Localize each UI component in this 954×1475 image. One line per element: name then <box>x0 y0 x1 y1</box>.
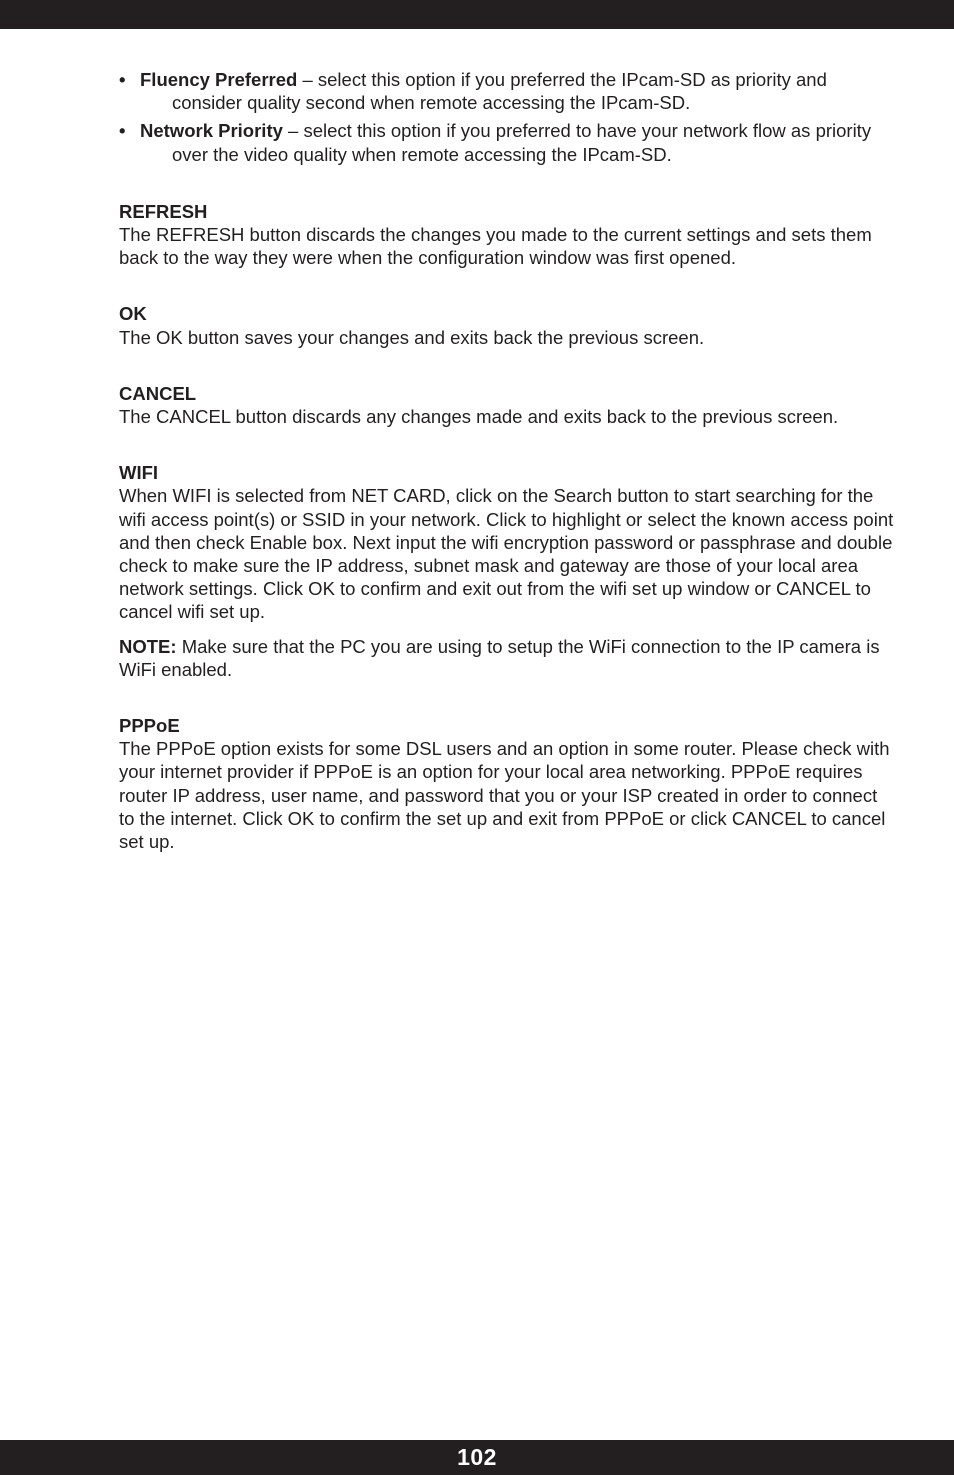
footer-bar <box>0 1440 954 1475</box>
section-refresh <box>119 200 894 270</box>
section-body: When WIFI is selected from NET CARD, click on the Search button to start searching for the wifi access point(s) or SSID in your network. Click to highlight or select the known access point and then check Enable box. Next input the wifi encryption password or passphrase and double check to make sure the IP address, subnet mask and gateway are those of your local area network settings. Click OK to confirm and exit out from the wifi set up window or CANCEL to cancel wifi set up. <box>119 485 894 623</box>
note-text: Make sure that the PC you are using to setup the WiFi connection to the IP camera is WiFi enabled. <box>119 635 880 680</box>
section-body: The PPPoE option exists for some DSL users and an option in some router. Please check with your internet provider if PPPoE is an option for your local area networking. PPPoE requires router IP address, user name, and password that you or your ISP created in order to connect to the internet. Click OK to confirm the set up and exit from PPPoE or click CANCEL to cancel set up. <box>119 738 890 853</box>
section-cancel <box>119 382 894 428</box>
top-bar <box>0 0 954 29</box>
section-ok <box>119 302 894 348</box>
section-heading: CANCEL <box>119 382 197 404</box>
bullet-text: – select this option if you preferred the IPcam-SD as priority and consider quality second when remote accessing the IPcam-SD. <box>172 69 827 114</box>
section-wifi <box>119 461 894 681</box>
section-body: The REFRESH button discards the changes you made to the current settings and sets them back to the way they were when the configuration window was first opened. <box>119 224 872 269</box>
section-pppoe <box>119 714 894 853</box>
bullet-text: – select this option if you preferred to have your network flow as priority over the video quality when remote accessing the IPcam-SD. <box>172 120 872 165</box>
section-body: The CANCEL button discards any changes made and exits back to the previous screen. <box>119 406 839 428</box>
bullet-glyph: • <box>119 69 126 90</box>
bullet-glyph: • <box>119 120 126 142</box>
bullet-term: Fluency Preferred <box>140 69 298 90</box>
note-label: NOTE: <box>119 635 177 657</box>
bullet-term: Network Priority <box>140 120 283 142</box>
section-heading: OK <box>119 303 147 325</box>
page-content <box>119 68 894 853</box>
bullet-item-network-priority <box>98 119 894 165</box>
section-body: The OK button saves your changes and exits back the previous screen. <box>119 326 705 348</box>
note-paragraph <box>119 635 894 681</box>
bullet-item-fluency-preferred <box>98 68 894 114</box>
section-heading: WIFI <box>119 462 159 484</box>
section-heading: REFRESH <box>119 200 208 222</box>
section-heading: PPPoE <box>119 715 180 737</box>
page-number: 102 <box>457 1444 497 1470</box>
